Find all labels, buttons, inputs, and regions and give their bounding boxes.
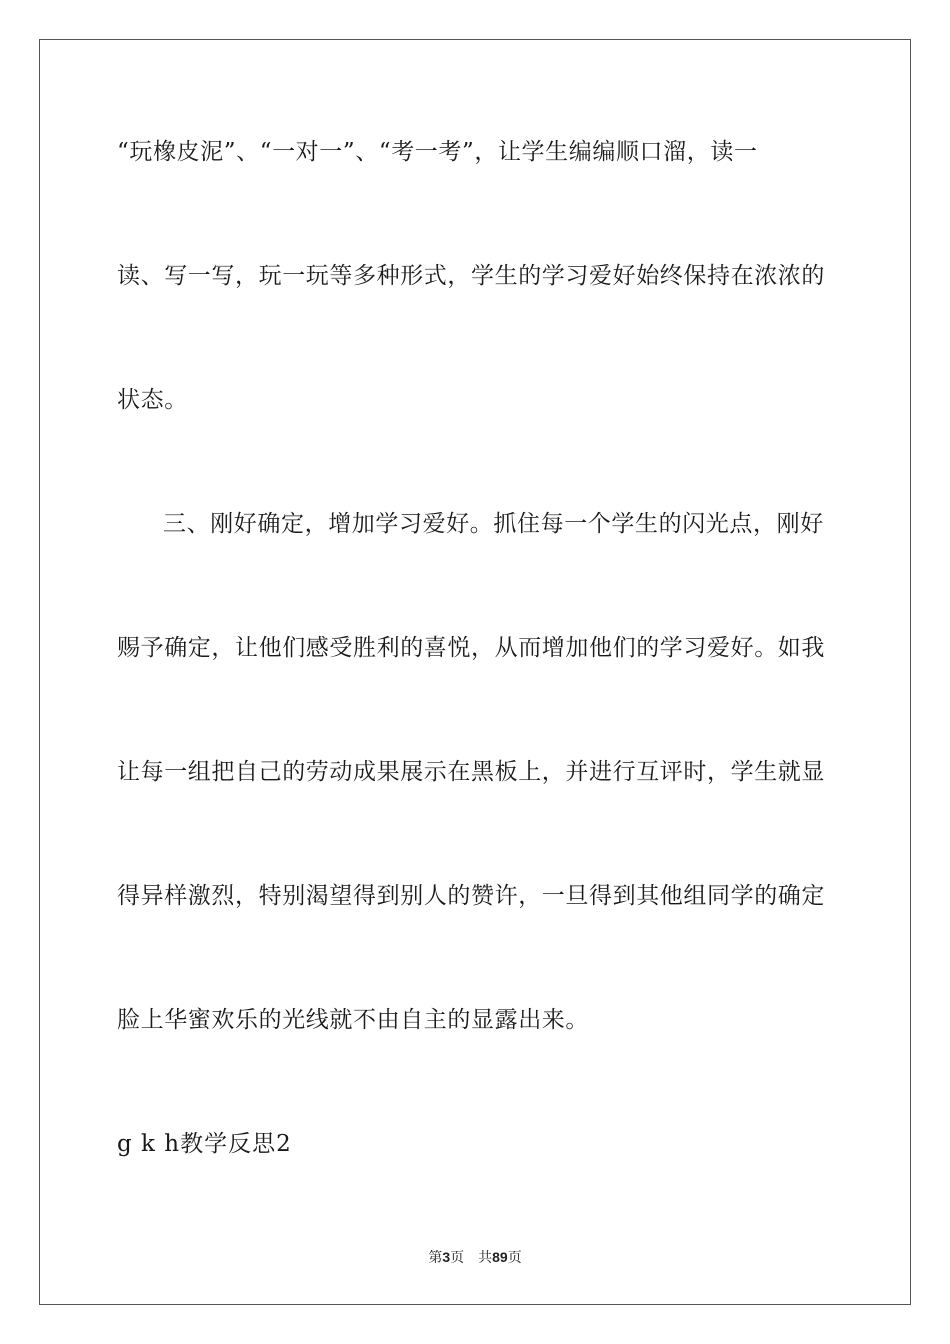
- page-prefix: 第: [428, 1250, 443, 1266]
- section-heading: g k h教学反思2: [117, 1131, 292, 1157]
- total-suffix: 页: [507, 1250, 522, 1266]
- body-line-8: 脸上华蜜欢乐的光线就不由自主的显露出来。: [117, 1007, 589, 1033]
- body-line-5: 赐予确定，让他们感受胜利的喜悦，从而增加他们的学习爱好。如我: [117, 635, 825, 661]
- page-number: 3: [442, 1249, 451, 1265]
- body-line-4: 三、刚好确定，增加学习爱好。抓住每一个学生的闪光点，刚好: [163, 511, 824, 537]
- page-suffix: 页: [450, 1250, 465, 1266]
- body-line-2: 读、写一写，玩一玩等多种形式，学生的学习爱好始终保持在浓浓的: [117, 263, 825, 289]
- page-footer: [0, 1248, 950, 1267]
- body-line-3: 状态。: [117, 387, 188, 413]
- body-line-1: “玩橡皮泥”、“一对一”、“考一考”，让学生编编顺口溜，读一: [117, 139, 758, 165]
- total-pages: 89: [492, 1249, 508, 1265]
- page-border: [39, 39, 911, 1305]
- body-line-7: 得异样激烈，特别渴望得到别人的赞许，一旦得到其他组同学的确定: [117, 883, 825, 909]
- body-line-6: 让每一组把自己的劳动成果展示在黑板上，并进行互评时，学生就显: [117, 759, 825, 785]
- total-prefix: 共: [478, 1250, 493, 1266]
